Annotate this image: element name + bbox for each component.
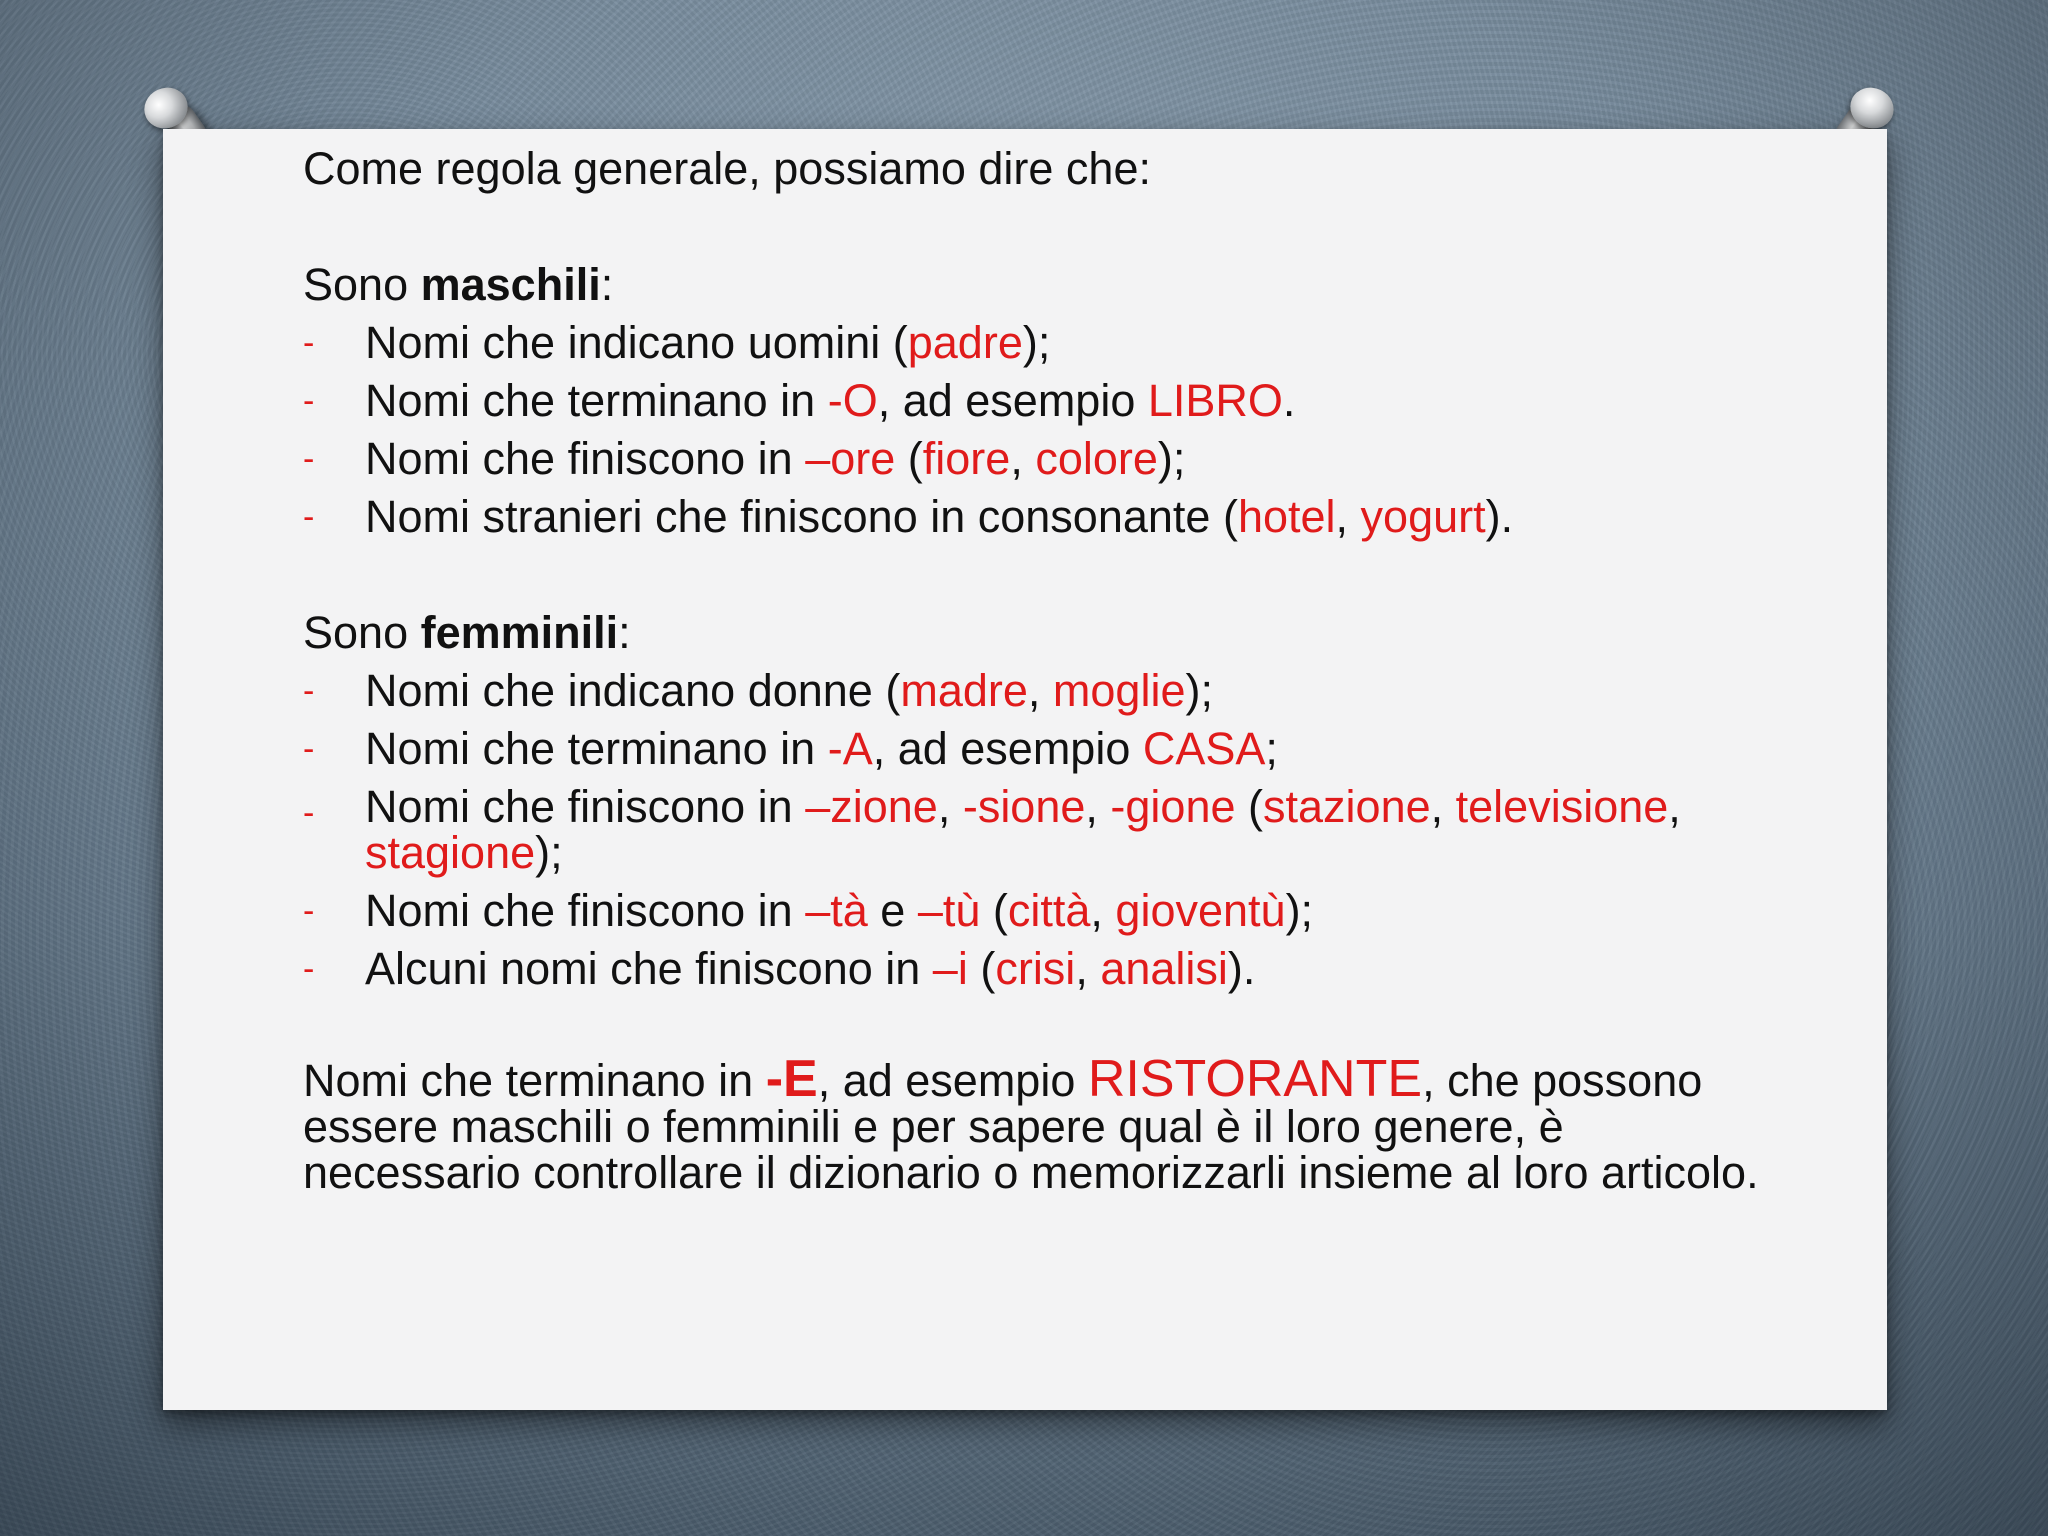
spacer <box>303 198 1783 256</box>
list-item <box>303 314 1783 372</box>
item-text: , <box>1335 491 1361 542</box>
example-text: stagione <box>365 827 536 878</box>
item-text: Nomi che terminano in <box>365 375 828 426</box>
example-text: -O <box>827 375 878 426</box>
item-text: Nomi che terminano in <box>365 723 828 774</box>
item-text: ); <box>1285 885 1314 936</box>
intro-line: Come regola generale, possiamo dire che: <box>303 143 1151 194</box>
item-text: , <box>1010 433 1036 484</box>
example-text: televisione <box>1455 781 1669 832</box>
item-text: Nomi che finiscono in <box>365 885 806 936</box>
item-text: , ad esempio <box>872 723 1143 774</box>
item-text: ); <box>1022 317 1051 368</box>
example-text: crisi <box>995 943 1076 994</box>
example-text: –tù <box>917 885 981 936</box>
item-text: , <box>1090 885 1116 936</box>
item-text: , <box>1085 781 1111 832</box>
closing-text-3: , che possono essere maschili o femminili e per sapere qual è il loro genere, è necessario controllare il dizionario o memorizzarli insieme al loro articolo. <box>303 1055 1759 1198</box>
heading-prefix: Sono <box>303 607 421 658</box>
bullet-dash: - <box>303 498 315 536</box>
example-text: colore <box>1035 433 1158 484</box>
item-text: , <box>1027 665 1053 716</box>
item-text: , ad esempio <box>877 375 1148 426</box>
closing-text-1: Nomi che terminano in <box>303 1055 766 1106</box>
heading-bold: maschili <box>420 259 601 310</box>
item-text: Nomi che finiscono in <box>365 433 806 484</box>
closing-paragraph <box>303 1050 1783 1198</box>
feminine-list <box>303 662 1783 998</box>
item-text: ( <box>895 433 923 484</box>
bullet-dash: - <box>303 382 315 420</box>
example-text: –zione <box>805 781 938 832</box>
list-item <box>303 940 1783 998</box>
spacer <box>303 546 1783 604</box>
heading-prefix: Sono <box>303 259 421 310</box>
example-text: città <box>1007 885 1091 936</box>
item-text: . <box>1282 375 1296 426</box>
item-text: , <box>937 781 963 832</box>
item-text: , <box>1075 943 1101 994</box>
list-item <box>303 882 1783 940</box>
bullet-dash: - <box>303 730 315 768</box>
item-text: ). <box>1227 943 1256 994</box>
example-text: madre <box>900 665 1028 716</box>
example-text: fiore <box>922 433 1011 484</box>
example-text: -gione <box>1110 781 1236 832</box>
item-text: ; <box>1265 723 1278 774</box>
example-text: -sione <box>962 781 1086 832</box>
slide-content <box>303 140 1783 1241</box>
item-text: ( <box>980 885 1008 936</box>
item-text: ( <box>967 943 996 994</box>
list-item <box>303 720 1783 778</box>
bullet-dash: - <box>303 324 315 362</box>
example-text: moglie <box>1052 665 1186 716</box>
item-text: ). <box>1485 491 1514 542</box>
item-text: e <box>867 885 918 936</box>
example-text: –i <box>932 943 968 994</box>
item-text: ( <box>1235 781 1264 832</box>
example-text: -A <box>827 723 873 774</box>
list-item <box>303 662 1783 720</box>
heading-bold: femminili <box>420 607 619 658</box>
example-text: analisi <box>1100 943 1228 994</box>
example-text: –ore <box>805 433 896 484</box>
item-text: Nomi che indicano donne ( <box>365 665 901 716</box>
item-text: Nomi che indicano uomini ( <box>365 317 908 368</box>
bullet-dash: - <box>303 950 315 988</box>
heading-suffix: : <box>618 607 631 658</box>
item-text: Alcuni nomi che finiscono in <box>365 943 933 994</box>
bullet-dash: - <box>303 672 315 710</box>
bullet-dash: - <box>303 892 315 930</box>
item-text: ); <box>1157 433 1186 484</box>
list-item <box>303 430 1783 488</box>
example-text: –tà <box>805 885 868 936</box>
masculine-list <box>303 314 1783 546</box>
item-text: Nomi stranieri che finiscono in consonante ( <box>365 491 1238 542</box>
example-text: padre <box>907 317 1023 368</box>
item-text: , <box>1430 781 1456 832</box>
example-text: gioventù <box>1115 885 1286 936</box>
item-text: , <box>1668 781 1681 832</box>
heading-suffix: : <box>600 259 614 310</box>
feminine-heading <box>303 604 1783 662</box>
example-text: LIBRO <box>1147 375 1283 426</box>
bullet-dash: - <box>303 440 315 478</box>
example-text: stazione <box>1263 781 1431 832</box>
example-text: CASA <box>1142 723 1266 774</box>
bullet-dash: - <box>303 794 315 832</box>
closing-ending-e: -E <box>765 1050 818 1108</box>
example-text: yogurt <box>1360 491 1486 542</box>
example-text: hotel <box>1237 491 1336 542</box>
closing-text-2: , ad esempio <box>817 1055 1088 1106</box>
list-item <box>303 372 1783 430</box>
list-item <box>303 488 1783 546</box>
list-item <box>303 778 1783 882</box>
masculine-heading <box>303 256 1783 314</box>
item-text: ); <box>535 827 563 878</box>
closing-example-word: RISTORANTE <box>1087 1050 1423 1108</box>
item-text: ); <box>1185 665 1213 716</box>
item-text: Nomi che finiscono in <box>365 781 806 832</box>
